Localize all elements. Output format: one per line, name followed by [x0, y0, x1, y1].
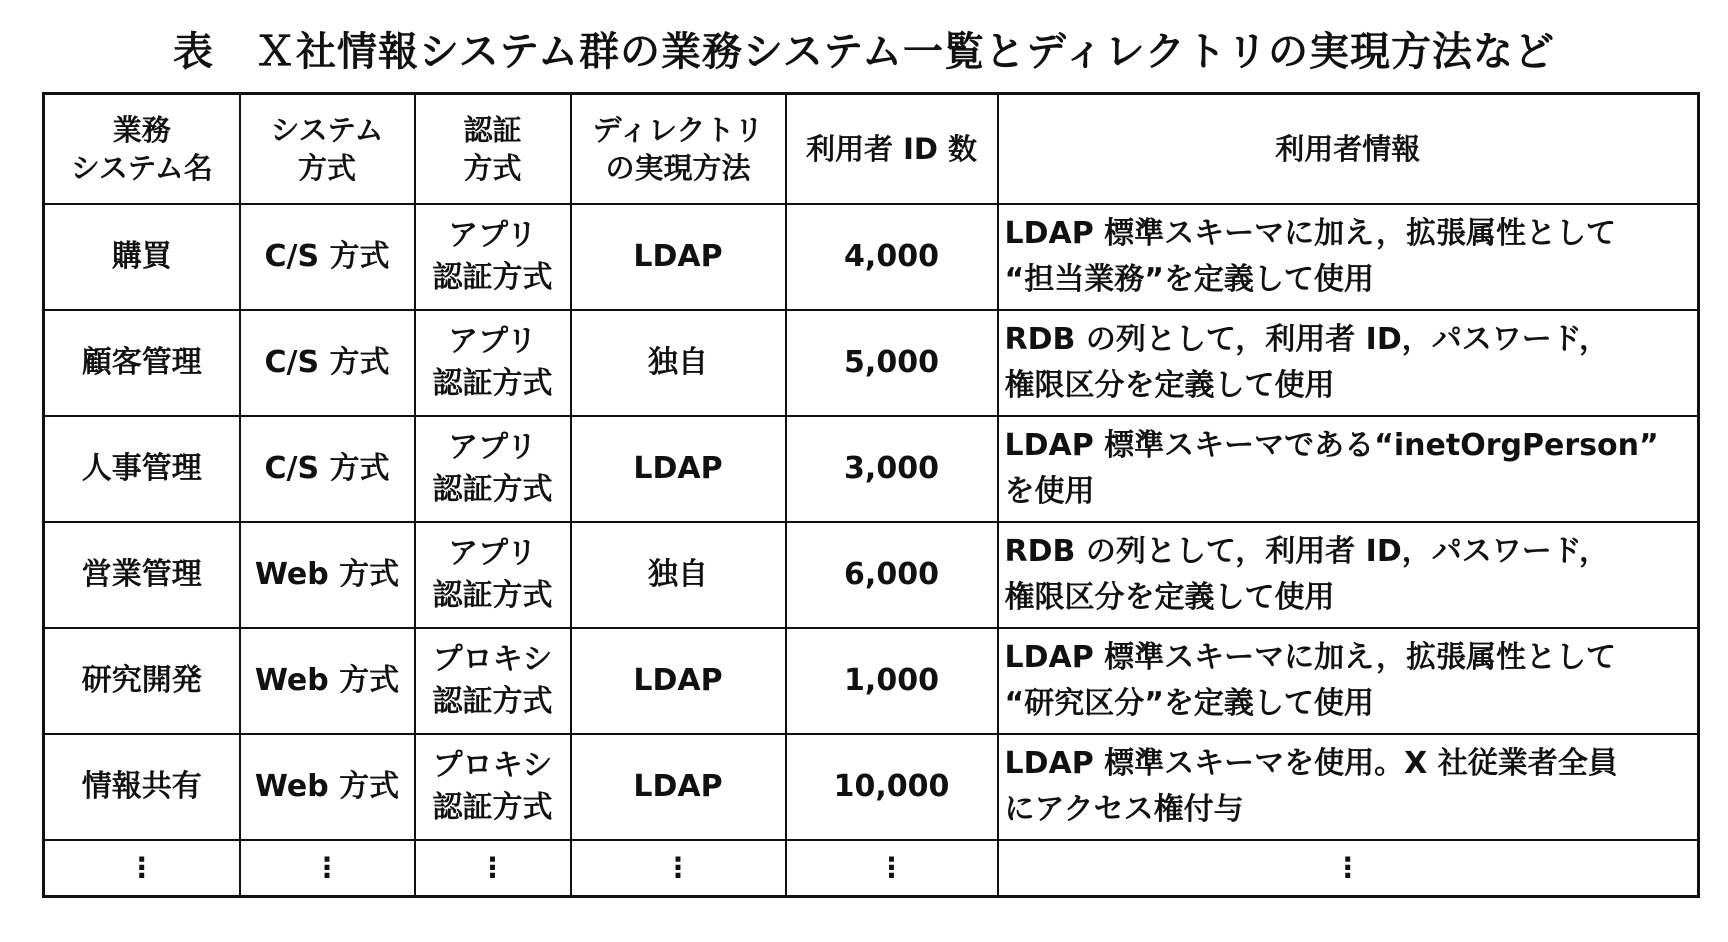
business-system-table [42, 92, 1700, 898]
continuation-dots: ⋮ [998, 840, 1699, 897]
table-row [44, 628, 1699, 734]
cell-auth-method: アプリ 認証方式 [415, 204, 571, 310]
cell-auth-method: プロキシ 認証方式 [415, 734, 571, 840]
header-label: システム 方式 [270, 113, 384, 185]
cell-directory: LDAP [571, 204, 786, 310]
cell-user-count: 4,000 [786, 204, 998, 310]
cell-auth-method: アプリ 認証方式 [415, 522, 571, 628]
header-label: 利用者情報 [1275, 132, 1421, 166]
cell-auth-method: アプリ 認証方式 [415, 310, 571, 416]
cell-user-count: 3,000 [786, 416, 998, 522]
cell-system-name: 研究開発 [44, 628, 240, 734]
table-row [44, 204, 1699, 310]
header-label: 利用者 ID 数 [805, 132, 978, 166]
header-business-system-name [44, 94, 240, 205]
header-user-info [998, 94, 1699, 205]
header-label: ディレクトリ の実現方法 [592, 113, 764, 185]
table-row [44, 310, 1699, 416]
continuation-dots: ⋮ [415, 840, 571, 897]
cell-user-info: LDAP 標準スキーマである“inetOrgPerson” を使用 [998, 416, 1699, 522]
table-continuation-row [44, 840, 1699, 897]
cell-system-type: C/S 方式 [240, 310, 415, 416]
header-auth-method [415, 94, 571, 205]
continuation-dots: ⋮ [240, 840, 415, 897]
cell-system-type: Web 方式 [240, 522, 415, 628]
cell-directory: LDAP [571, 416, 786, 522]
header-user-id-count [786, 94, 998, 205]
continuation-dots: ⋮ [571, 840, 786, 897]
table-row [44, 416, 1699, 522]
cell-user-count: 10,000 [786, 734, 998, 840]
cell-system-type: C/S 方式 [240, 416, 415, 522]
table-row [44, 522, 1699, 628]
cell-system-type: Web 方式 [240, 628, 415, 734]
cell-directory: 独自 [571, 310, 786, 416]
continuation-dots: ⋮ [44, 840, 240, 897]
cell-user-count: 5,000 [786, 310, 998, 416]
cell-system-type: C/S 方式 [240, 204, 415, 310]
cell-system-type: Web 方式 [240, 734, 415, 840]
cell-system-name: 購買 [44, 204, 240, 310]
cell-auth-method: プロキシ 認証方式 [415, 628, 571, 734]
header-label: 認証 方式 [463, 113, 522, 185]
cell-user-info: LDAP 標準スキーマに加え，拡張属性として “研究区分”を定義して使用 [998, 628, 1699, 734]
cell-user-info: RDB の列として，利用者 ID，パスワード， 権限区分を定義して使用 [998, 310, 1699, 416]
cell-directory: 独自 [571, 522, 786, 628]
cell-user-info: RDB の列として，利用者 ID，パスワード， 権限区分を定義して使用 [998, 522, 1699, 628]
cell-user-info: LDAP 標準スキーマに加え，拡張属性として “担当業務”を定義して使用 [998, 204, 1699, 310]
table-header-row [44, 94, 1699, 205]
cell-system-name: 顧客管理 [44, 310, 240, 416]
cell-directory: LDAP [571, 628, 786, 734]
cell-auth-method: アプリ 認証方式 [415, 416, 571, 522]
header-label: 業務 システム名 [70, 113, 213, 185]
header-directory-method [571, 94, 786, 205]
cell-user-count: 6,000 [786, 522, 998, 628]
cell-system-name: 営業管理 [44, 522, 240, 628]
cell-user-count: 1,000 [786, 628, 998, 734]
cell-user-info: LDAP 標準スキーマを使用。X 社従業者全員 にアクセス権付与 [998, 734, 1699, 840]
cell-directory: LDAP [571, 734, 786, 840]
cell-system-name: 情報共有 [44, 734, 240, 840]
header-system-type [240, 94, 415, 205]
cell-system-name: 人事管理 [44, 416, 240, 522]
table-row [44, 734, 1699, 840]
continuation-dots: ⋮ [786, 840, 998, 897]
document-title: 表 Ｘ社情報システム群の業務システム一覧とディレクトリの実現方法など [173, 29, 1555, 75]
